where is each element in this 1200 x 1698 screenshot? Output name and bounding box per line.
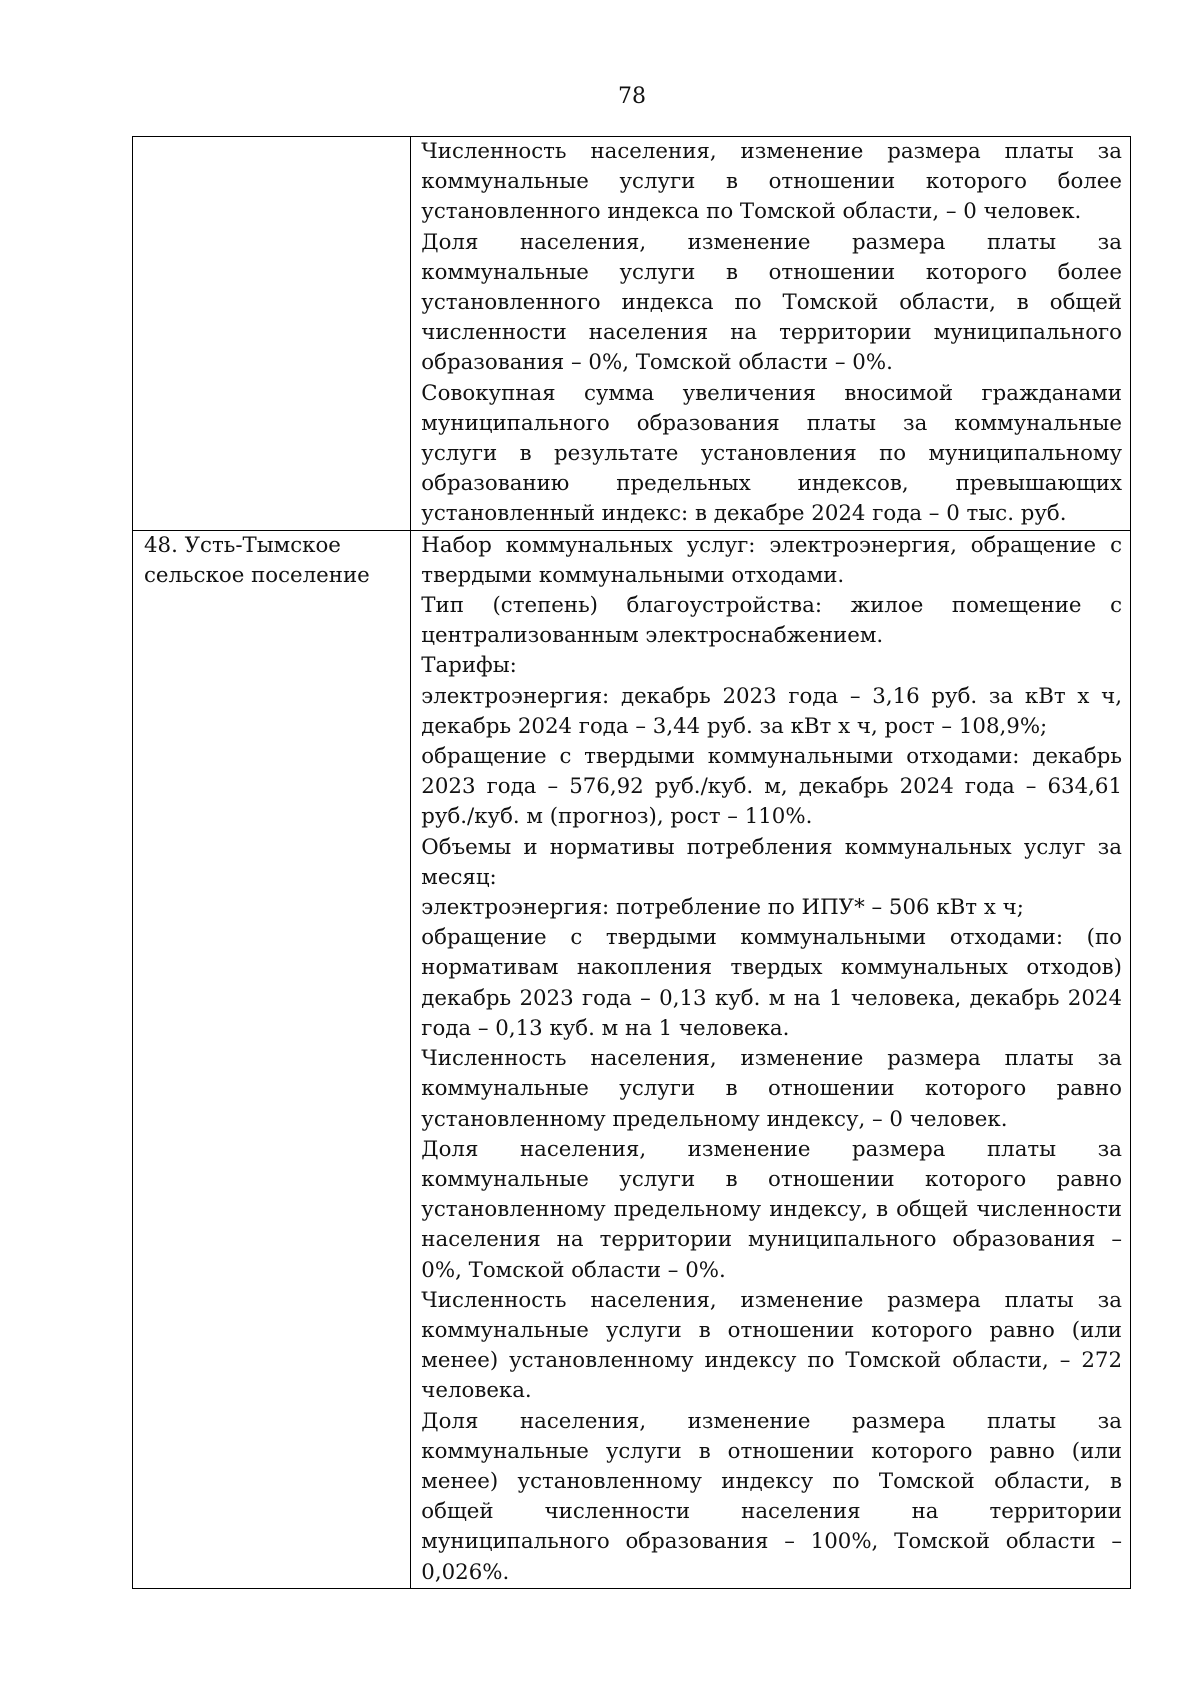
paragraph: Тип (степень) благоустройства: жилое помещение с централизованным электроснабжением. <box>421 593 1122 649</box>
indices-table <box>132 136 1131 1589</box>
description-cell <box>411 530 1131 1588</box>
paragraph: Численность населения, изменение размера платы за коммунальные услуги в отношении которого равно (или менее) установленному индексу по Томской области, – 272 человека. <box>421 1287 1122 1404</box>
page-number: 78 <box>618 84 646 109</box>
paragraph: Тарифы: <box>421 653 517 679</box>
municipality-name-cell: 48. Усть-Тымское сельское поселение <box>133 530 411 1588</box>
paragraph: Численность населения, изменение размера платы за коммунальные услуги в отношении которого более установленного индекса по Томской области, – 0 человек. <box>421 139 1122 225</box>
municipality-name-cell <box>133 137 411 531</box>
table-row <box>133 530 1131 1588</box>
paragraph: электроэнергия: потребление по ИПУ* – 506 кВт х ч; <box>421 895 1024 921</box>
paragraph: Объемы и нормативы потребления коммунальных услуг за месяц: <box>421 834 1122 890</box>
description-cell <box>411 137 1131 531</box>
paragraph: Доля населения, изменение размера платы за коммунальные услуги в отношении которого равно (или менее) установленному индексу по Томской области, в общей численности населения на территории муниципального образования – 100%, Томской области – 0,026%. <box>421 1408 1122 1585</box>
paragraph: электроэнергия: декабрь 2023 года – 3,16 руб. за кВт х ч, декабрь 2024 года – 3,44 руб. за кВт х ч, рост – 108,9%; <box>421 683 1122 739</box>
table-row <box>133 137 1131 531</box>
paragraph: Численность населения, изменение размера платы за коммунальные услуги в отношении которого равно установленному предельному индексу, – 0 человек. <box>421 1046 1122 1132</box>
paragraph: Набор коммунальных услуг: электроэнергия, обращение с твердыми коммунальными отходами. <box>421 532 1122 588</box>
paragraph: обращение с твердыми коммунальными отходами: (по нормативам накопления твердых коммунальных отходов) декабрь 2023 года – 0,13 куб. м на 1 человека, декабрь 2024 года – 0,13 куб. м на 1 человека. <box>421 925 1122 1041</box>
paragraph: Доля населения, изменение размера платы за коммунальные услуги в отношении которого более установленного индекса по Томской области, в общей численности населения на территории муниципального образования – 0%, Томской области – 0%. <box>421 229 1122 376</box>
paragraph: Доля населения, изменение размера платы за коммунальные услуги в отношении которого равно установленному предельному индексу, в общей численности населения на территории муниципального образования – 0%, Томской области – 0%. <box>421 1136 1122 1283</box>
paragraph: обращение с твердыми коммунальными отходами: декабрь 2023 года – 576,92 руб./куб. м, декабрь 2024 года – 634,61 руб./куб. м (прогноз), рост – 110%. <box>421 744 1122 830</box>
paragraph: Совокупная сумма увеличения вносимой гражданами муниципального образования платы за коммунальные услуги в результате установления по муниципальному образованию предельных индексов, превышающих установленный индекс: в декабре 2024 года – 0 тыс. руб. <box>421 380 1122 527</box>
